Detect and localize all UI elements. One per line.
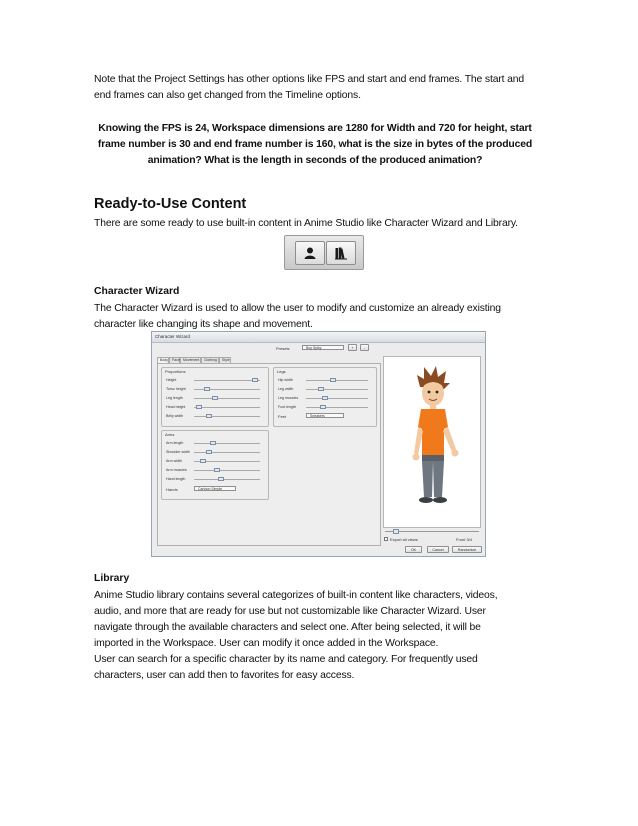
- cancel-button[interactable]: Cancel: [427, 546, 449, 553]
- remove-preset-button[interactable]: -: [360, 344, 369, 351]
- tab-movement[interactable]: Movement: [180, 357, 201, 363]
- library-line-4: imported in the Workspace. User can modify it once added in the Workspace.: [94, 638, 439, 649]
- foot-length-slider[interactable]: Foot length: [278, 405, 374, 410]
- ready-body: There are some ready to use built-in content in Anime Studio like Character Wizard and Library.: [94, 218, 518, 229]
- height-slider[interactable]: Height: [166, 378, 266, 383]
- add-preset-button[interactable]: +: [348, 344, 357, 351]
- character-wizard-screenshot: [151, 331, 486, 557]
- library-line-3: navigate through the available characters and select one. After being selected, it will be: [94, 622, 481, 633]
- export-all-views-checkbox[interactable]: [384, 537, 388, 541]
- library-books-icon: [326, 241, 356, 265]
- shoulder-width-slider[interactable]: Shoulder width: [166, 450, 266, 455]
- wizard-line-2: character like changing its shape and movement.: [94, 319, 313, 330]
- character-preview: [383, 356, 481, 528]
- wizard-window-titlebar: [152, 332, 485, 343]
- intro-line-1: Note that the Project Settings has other options like FPS and start and end frames. The start and: [94, 74, 524, 85]
- wizard-window-title: Character Wizard: [155, 334, 191, 339]
- section-heading-ready: Ready-to-Use Content: [94, 196, 247, 212]
- export-all-views-label: Export all views: [390, 537, 418, 542]
- library-line-6: characters, user can add then to favorites for easy access.: [94, 670, 355, 681]
- ok-button[interactable]: OK: [405, 546, 422, 553]
- leg-length-slider[interactable]: Leg length: [166, 396, 266, 401]
- view-angle-label: Front 3/4: [456, 537, 473, 542]
- view-slider-thumb[interactable]: [393, 529, 399, 534]
- feet-select[interactable]: Sneakers: [306, 413, 344, 418]
- leg-width-slider[interactable]: Leg width: [278, 387, 374, 392]
- view-slider-track[interactable]: [385, 531, 479, 532]
- legs-group: [273, 367, 377, 427]
- hip-width-slider[interactable]: Hip width: [278, 378, 374, 383]
- arms-title: Arms: [165, 432, 175, 437]
- character-icon: [295, 241, 325, 265]
- hands-select[interactable]: Cartoon Simple: [194, 486, 236, 491]
- content-icon-strip: [284, 235, 364, 270]
- character-illustration: [384, 357, 480, 527]
- randomize-button[interactable]: Randomize: [452, 546, 482, 553]
- tab-body[interactable]: Body: [157, 357, 169, 363]
- torso-height-slider[interactable]: Torso height: [166, 387, 266, 392]
- legs-title: Legs: [277, 369, 286, 374]
- wizard-line-1: The Character Wizard is used to allow the user to modify and customize an already existing: [94, 303, 501, 314]
- question-line-2: frame number is 30 and end frame number is 160, what is the size in bytes of the produced: [97, 139, 533, 150]
- tab-clothing[interactable]: Clothing: [201, 357, 219, 363]
- hands-label: Hands: [166, 487, 178, 492]
- arms-group: [161, 430, 269, 500]
- leg-muscles-slider[interactable]: Leg muscles: [278, 396, 374, 401]
- presets-label: Presets: [276, 346, 290, 351]
- tab-style[interactable]: Style: [219, 357, 231, 363]
- question-line-1: Knowing the FPS is 24, Workspace dimensions are 1280 for Width and 720 for height, start: [98, 123, 532, 134]
- library-line-5: User can search for a specific character by its name and category. For frequently used: [94, 654, 478, 665]
- section-heading-library: Library: [94, 573, 130, 584]
- proportions-group: [161, 367, 269, 427]
- arm-length-slider[interactable]: Arm length: [166, 441, 266, 446]
- proportions-title: Proportions: [165, 369, 186, 374]
- presets-select[interactable]: Boy Spiky: [302, 345, 344, 350]
- library-line-1: Anime Studio library contains several categorizes of built-in content like characters, videos,: [94, 590, 498, 601]
- section-heading-wizard: Character Wizard: [94, 286, 180, 297]
- library-line-2: audio, and more that are ready for use but not customizable like Character Wizard. User: [94, 606, 486, 617]
- body-tab-panel: [157, 363, 381, 546]
- arm-muscles-slider[interactable]: Arm muscles: [166, 468, 266, 473]
- belly-width-slider[interactable]: Belly width: [166, 414, 266, 419]
- question-line-3: animation? What is the length in seconds of the produced animation?: [147, 155, 483, 166]
- head-height-slider[interactable]: Head height: [166, 405, 266, 410]
- intro-line-2: end frames can also get changed from the Timeline options.: [94, 90, 361, 101]
- arm-width-slider[interactable]: Arm width: [166, 459, 266, 464]
- tab-face[interactable]: Face: [169, 357, 180, 363]
- hand-length-slider[interactable]: Hand length: [166, 477, 266, 482]
- feet-label: Feet: [278, 414, 287, 419]
